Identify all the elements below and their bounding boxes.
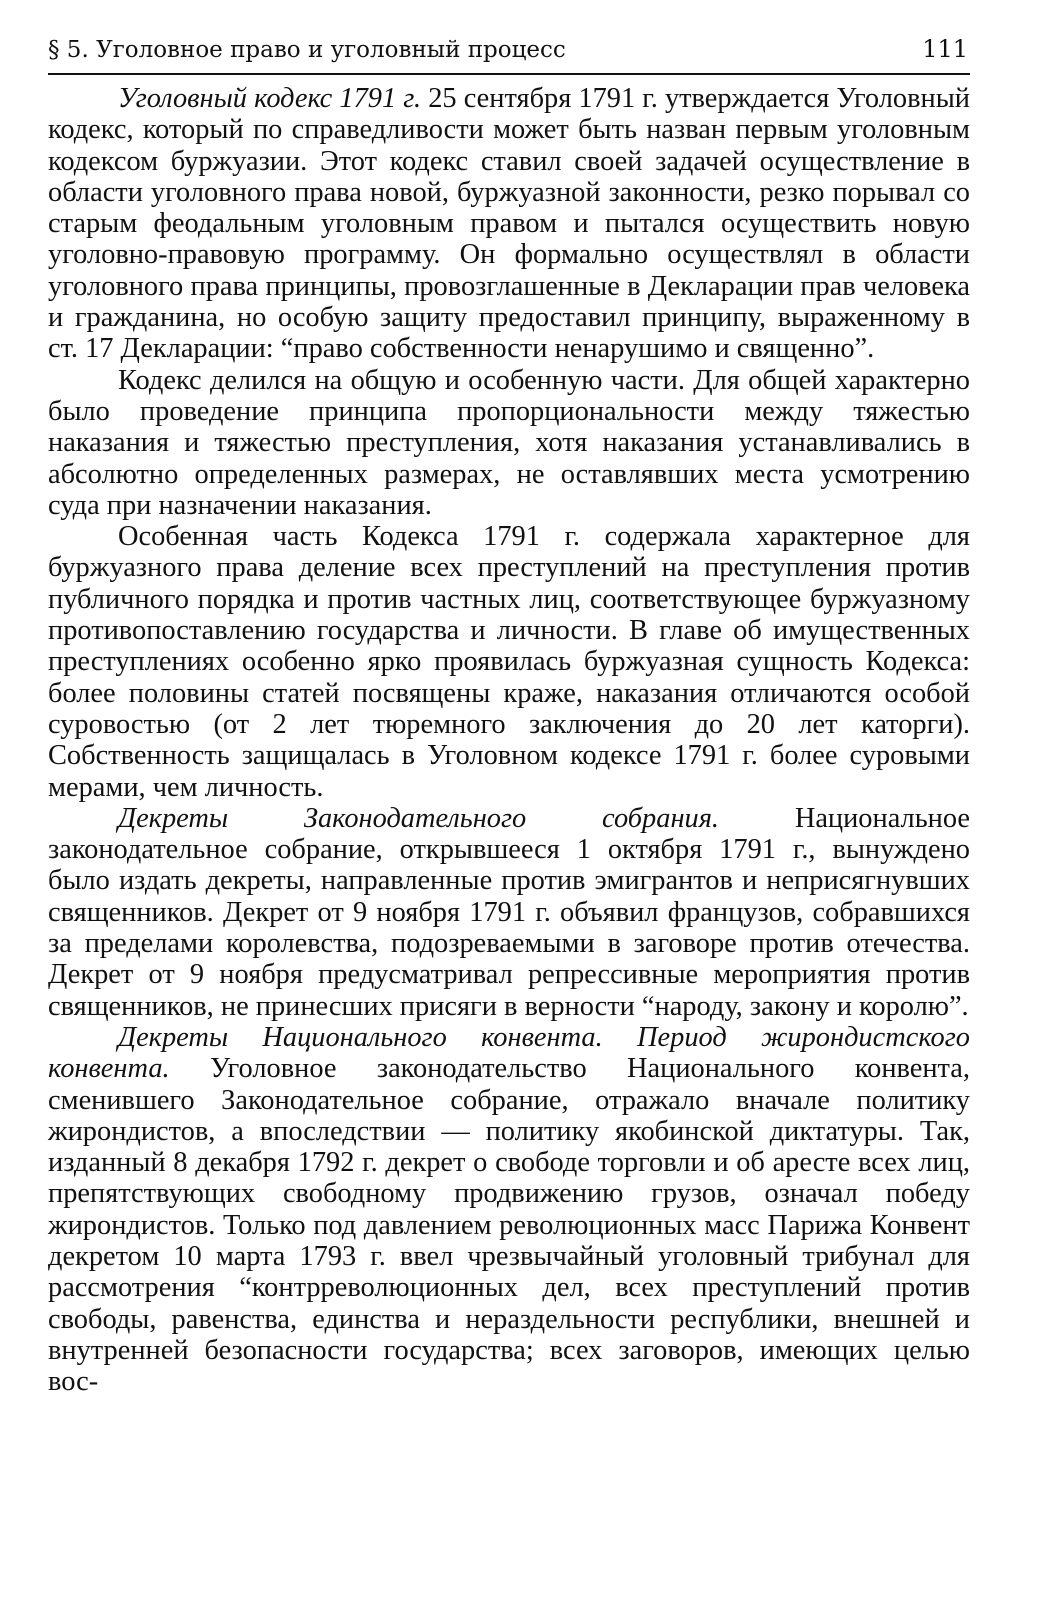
running-head <box>48 34 970 75</box>
paragraph-text: Кодекс делился на общую и особенную части. Для общей характерно было проведение принципа пропорциональности между тяжестью наказания и тяжестью преступления, хотя наказания устанавливались в абсолютно определенных размерах, не оставлявших места усмотрению суда при назначении наказания. <box>48 364 978 521</box>
paragraph-heading: Уголовный кодекс 1791 г. <box>118 83 422 114</box>
paragraph-legislative-decrees <box>48 802 978 1022</box>
paragraph-heading: Декреты Законодательного собрания. <box>118 802 720 834</box>
page-number: 111 <box>922 35 968 63</box>
section-title: § 5. Уголовное право и уголовный процесс <box>48 37 566 63</box>
body-text <box>48 83 978 1398</box>
paragraph-convention-decrees <box>48 1021 978 1398</box>
paragraph-criminal-code-1791 <box>48 83 978 365</box>
paragraph-text: Уголовное законодательство Национального конвента, сменившего Законодательное собрание, отражало вначале политику жирондистов, а впоследствии — политику якобинской диктатуры. Так, изданный 8 декабря 1792 г. декрет о свободе торговли и об аресте всех лиц, препятствующих свободному продвижению грузов, означал победу жирондистов. Только под давлением революционных масс Парижа Конвент декретом 10 марта 1793 г. ввел чрезвычайный уголовный трибунал для рассмотрения “контрреволюционных дел, всех преступлений против свободы, равенства, единства и нераздельности республики, внешней и внутренней безопасности государства; всех заговоров, имеющих целью вос- <box>48 1053 978 1398</box>
paragraph-code-parts <box>48 364 978 521</box>
paragraph-text: Особенная часть Кодекса 1791 г. содержала характерное для буржуазного права деление всех преступлений на преступления против публичного порядка и против частных лиц, соответствующее буржуазному противопоставлению государства и личности. В главе об имущественных преступлениях особенно ярко проявилась буржуазная сущность Кодекса: более половины статей посвящены краже, наказания отличаются особой суровостью (от 2 лет тюремного заключения до 20 лет каторги). Собственность защищалась в Уголовном кодексе 1791 г. более суровыми мерами, чем личность. <box>48 521 978 803</box>
paragraph-text: Национальное законодательное собрание, открывшееся 1 октября 1791 г., вынуждено было издать декреты, направленные против эмигрантов и неприсягнувших священников. Декрет от 9 ноября 1791 г. объявил французов, собравшихся за пределами королевства, подозреваемыми в заговоре против отечества. Декрет от 9 ноября предусматривал репрессивные мероприятия против священников, не принесших присяги в верности “народу, закону и королю”. <box>48 802 978 1022</box>
paragraph-text: 25 сентября 1791 г. утверждается Уголовный кодекс, который по справедливости может быть назван первым уголовным кодексом буржуазии. Этот кодекс ставил своей задачей осуществление в области уголовного права новой, буржуазной законности, резко порывал со старым феодальным уголовным правом и пытался осуществить новую уголовно-правовую программу. Он формально осуществлял в области уголовного права принципы, провозглашенные в Декларации прав человека и гражданина, но особую защиту предоставил принципу, выраженному в ст. 17 Декларации: “право собственности ненарушимо и священно”. <box>48 83 978 365</box>
paragraph-heading: Декреты Национального конвента. Период жирондистского конвента. <box>48 1021 970 1085</box>
book-page <box>48 34 978 1398</box>
paragraph-special-part <box>48 521 978 803</box>
